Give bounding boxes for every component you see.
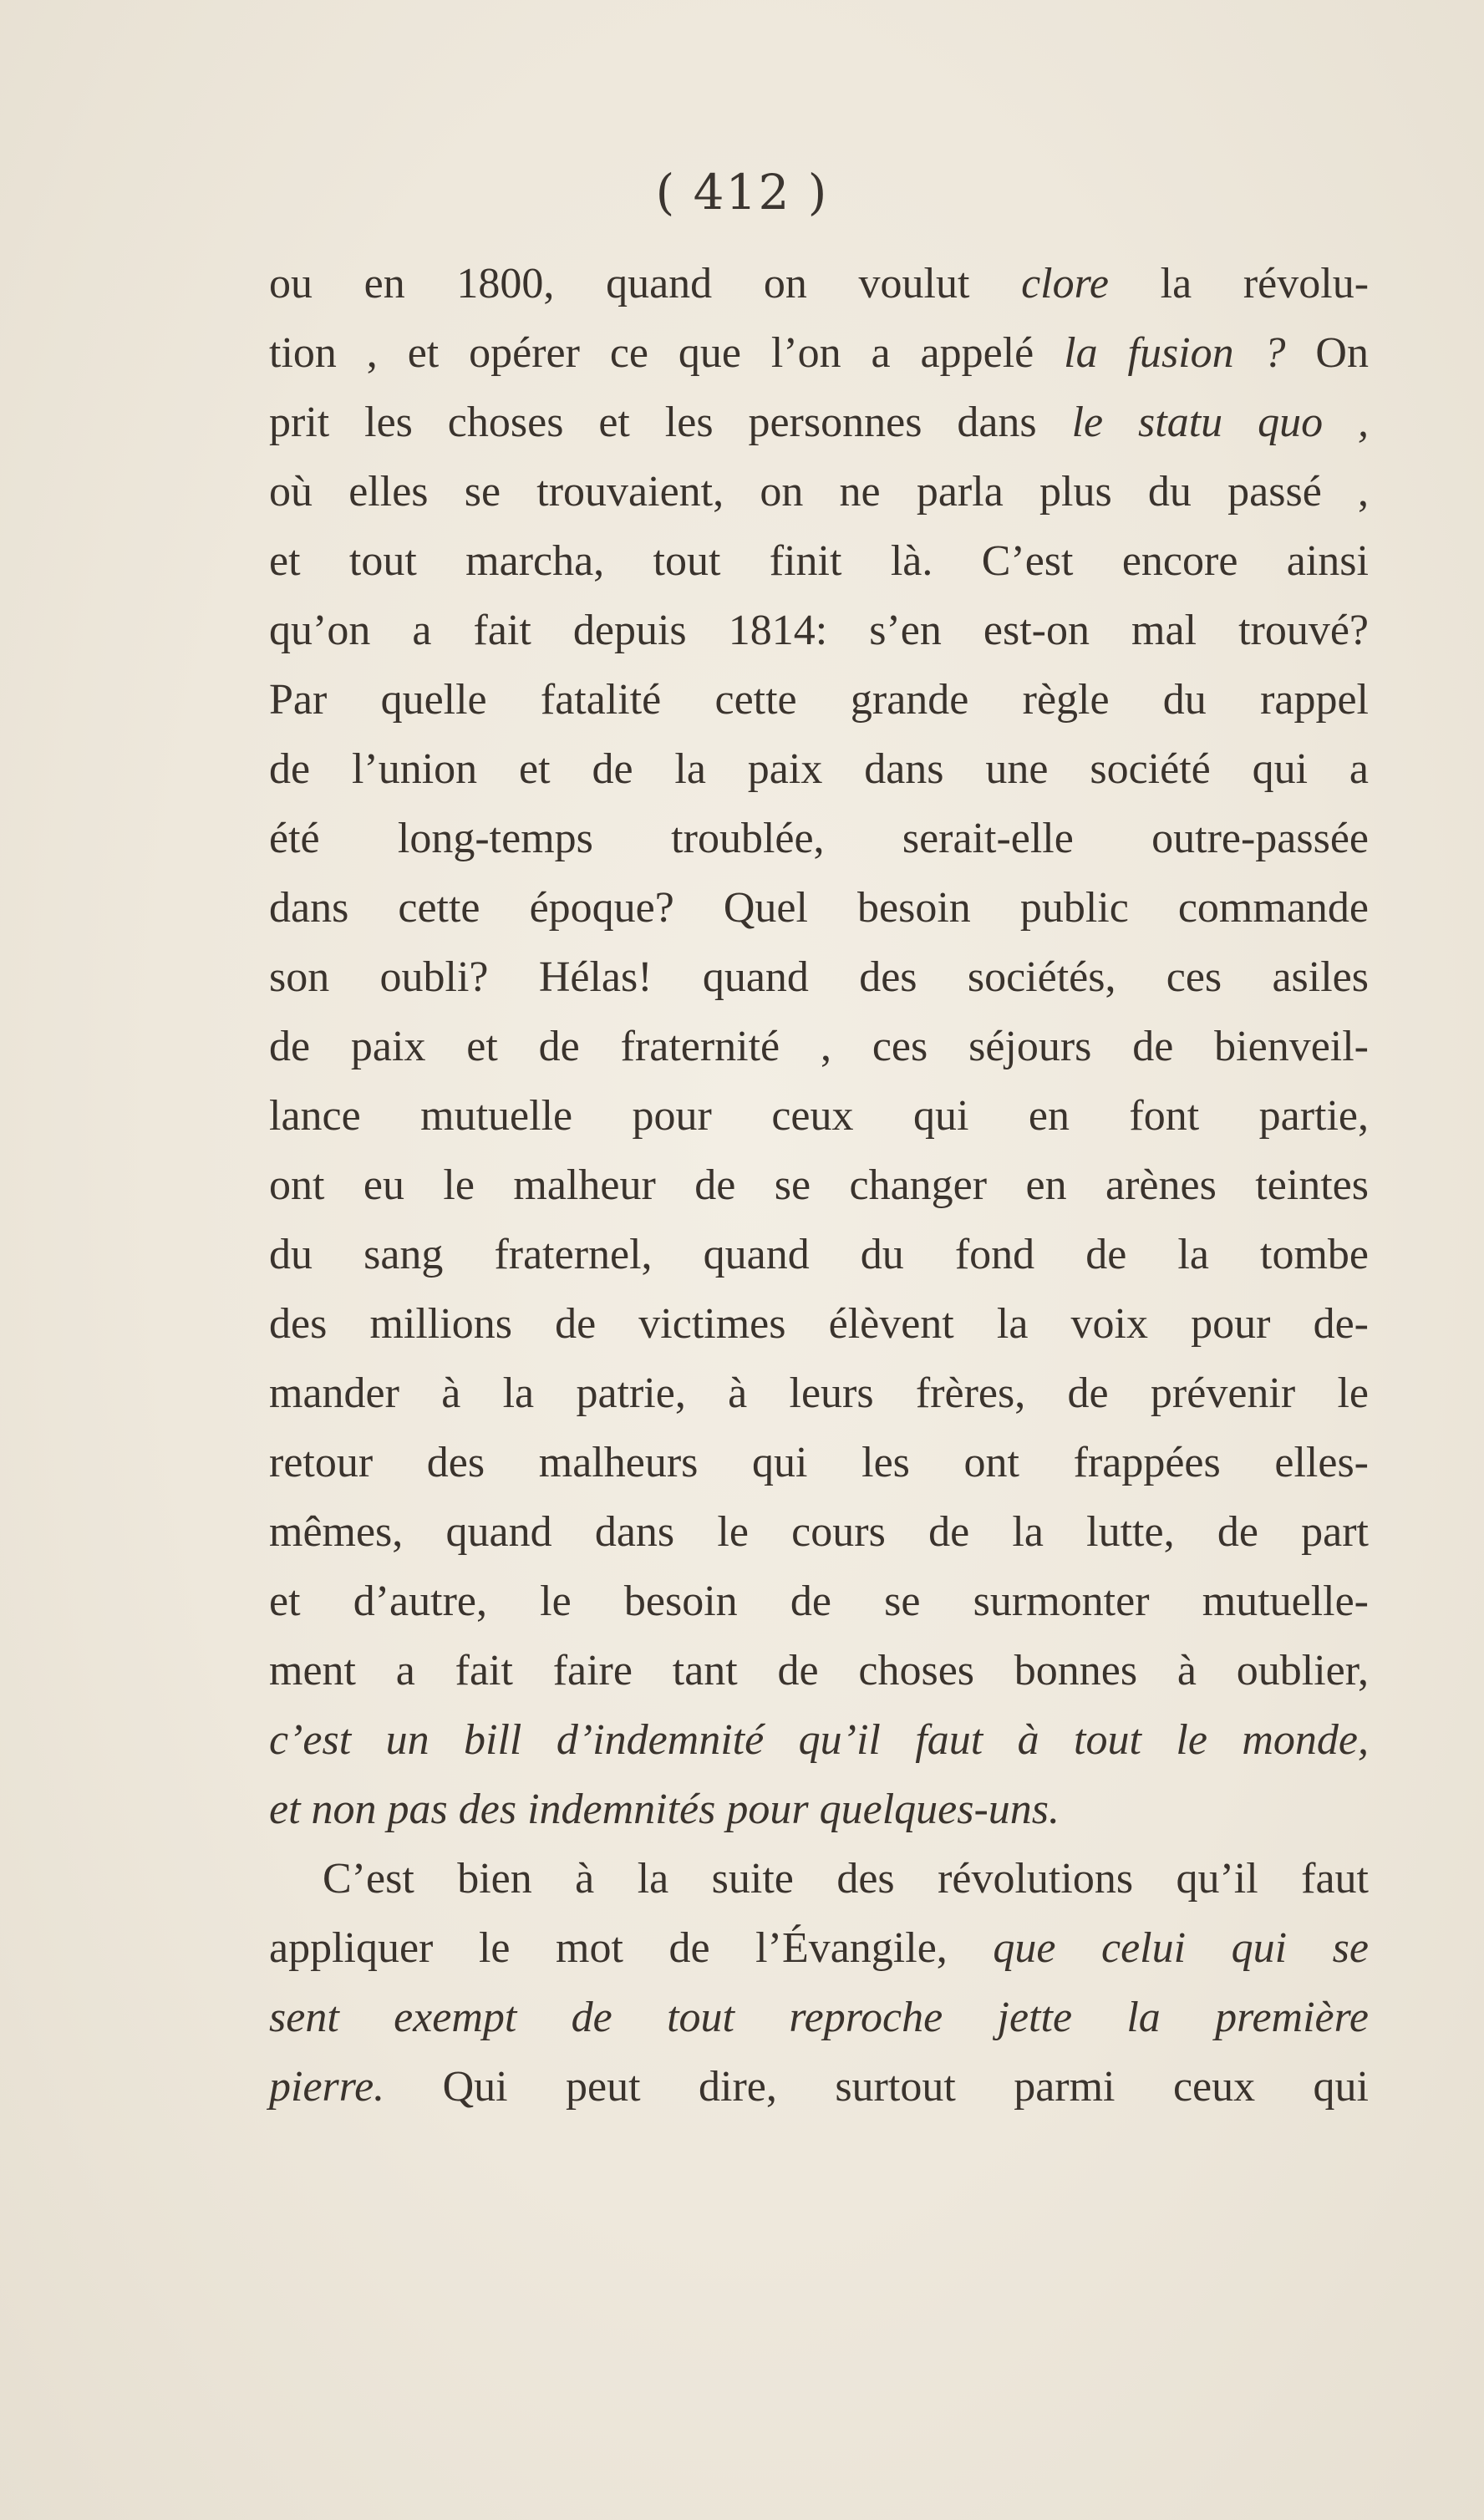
- text-line: [269, 1983, 1369, 2052]
- text-segment: tion , et opérer ce que l’on a appelé: [269, 329, 1065, 377]
- italic-segment: pierre.: [269, 2063, 385, 2111]
- text-line: [269, 596, 1369, 665]
- text-line: [269, 1636, 1369, 1705]
- text-line: [269, 249, 1369, 318]
- italic-segment: que celui qui se: [993, 1924, 1369, 1972]
- text-segment: été long-temps troublée, serait-elle outre-passée: [269, 815, 1369, 862]
- text-line: [269, 457, 1369, 526]
- text-segment: retour des malheurs qui les ont frappées elles-: [269, 1439, 1369, 1486]
- text-line: [269, 1775, 1369, 1844]
- text-line: [269, 1012, 1369, 1081]
- text-line: [269, 1220, 1369, 1289]
- text-line: [269, 665, 1369, 734]
- text-segment: prit les choses et les personnes dans: [269, 399, 1072, 446]
- text-line: [269, 873, 1369, 942]
- text-segment: de l’union et de la paix dans une société qui a: [269, 745, 1369, 793]
- text-segment: de paix et de fraternité , ces séjours de bienveil-: [269, 1023, 1369, 1070]
- text-line: [269, 388, 1369, 457]
- italic-segment: le statu quo ,: [1071, 399, 1369, 446]
- text-segment: On: [1285, 329, 1369, 377]
- text-line: [269, 318, 1369, 388]
- text-segment: dans cette époque? Quel besoin public commande: [269, 884, 1369, 932]
- italic-segment: la fusion ?: [1064, 329, 1286, 377]
- text-segment: lance mutuelle pour ceux qui en font partie,: [269, 1092, 1369, 1140]
- text-segment: et tout marcha, tout finit là. C’est encore ainsi: [269, 537, 1369, 585]
- text-segment: et d’autre, le besoin de se surmonter mutuelle-: [269, 1578, 1369, 1625]
- text-segment: du sang fraternel, quand du fond de la tombe: [269, 1231, 1369, 1278]
- text-segment: ont eu le malheur de se changer en arènes teintes: [269, 1161, 1369, 1209]
- italic-segment: c’est un bill d’indemnité qu’il faut à tout le monde,: [269, 1716, 1369, 1764]
- text-segment: son oubli? Hélas! quand des sociétés, ces asiles: [269, 953, 1369, 1001]
- text-segment: qu’on a fait depuis 1814: s’en est-on mal trouvé?: [269, 607, 1369, 654]
- text-line: [269, 1289, 1369, 1359]
- italic-segment: sent exempt de tout reproche jette la première: [269, 1994, 1369, 2041]
- text-line: [269, 1428, 1369, 1497]
- italic-segment: et non pas des indemnités pour quelques-uns.: [269, 1786, 1060, 1833]
- text-line: [269, 1151, 1369, 1220]
- text-line: [269, 942, 1369, 1012]
- text-line: [269, 734, 1369, 804]
- italic-segment: clore: [1021, 260, 1109, 307]
- text-line: [269, 1844, 1369, 1913]
- text-segment: ment a fait faire tant de choses bonnes à oublier,: [269, 1647, 1369, 1694]
- text-line: [269, 804, 1369, 873]
- text-line: [269, 1567, 1369, 1636]
- text-line: [269, 1497, 1369, 1567]
- text-line: [269, 1359, 1369, 1428]
- text-segment: appliquer le mot de l’Évangile,: [269, 1924, 994, 1972]
- text-segment: des millions de victimes élèvent la voix pour de-: [269, 1300, 1369, 1348]
- body-text: [269, 249, 1369, 2121]
- text-line: [269, 2052, 1369, 2121]
- text-line: [269, 526, 1369, 596]
- text-segment: où elles se trouvaient, on ne parla plus du passé ,: [269, 468, 1369, 516]
- text-line: [269, 1081, 1369, 1151]
- text-segment: ou en 1800, quand on voulut: [269, 260, 1022, 307]
- text-segment: la révolu-: [1108, 260, 1370, 307]
- text-segment: C’est bien à la suite des révolutions qu’il faut: [323, 1855, 1369, 1903]
- text-line: [269, 1705, 1369, 1775]
- page-number: ( 412 ): [655, 164, 829, 221]
- text-segment: mêmes, quand dans le cours de la lutte, de part: [269, 1508, 1369, 1556]
- text-segment: Par quelle fatalité cette grande règle du rappel: [269, 676, 1369, 724]
- text-segment: mander à la patrie, à leurs frères, de prévenir le: [269, 1369, 1369, 1417]
- text-line: [269, 1913, 1369, 1983]
- text-segment: Qui peut dire, surtout parmi ceux qui: [384, 2063, 1369, 2111]
